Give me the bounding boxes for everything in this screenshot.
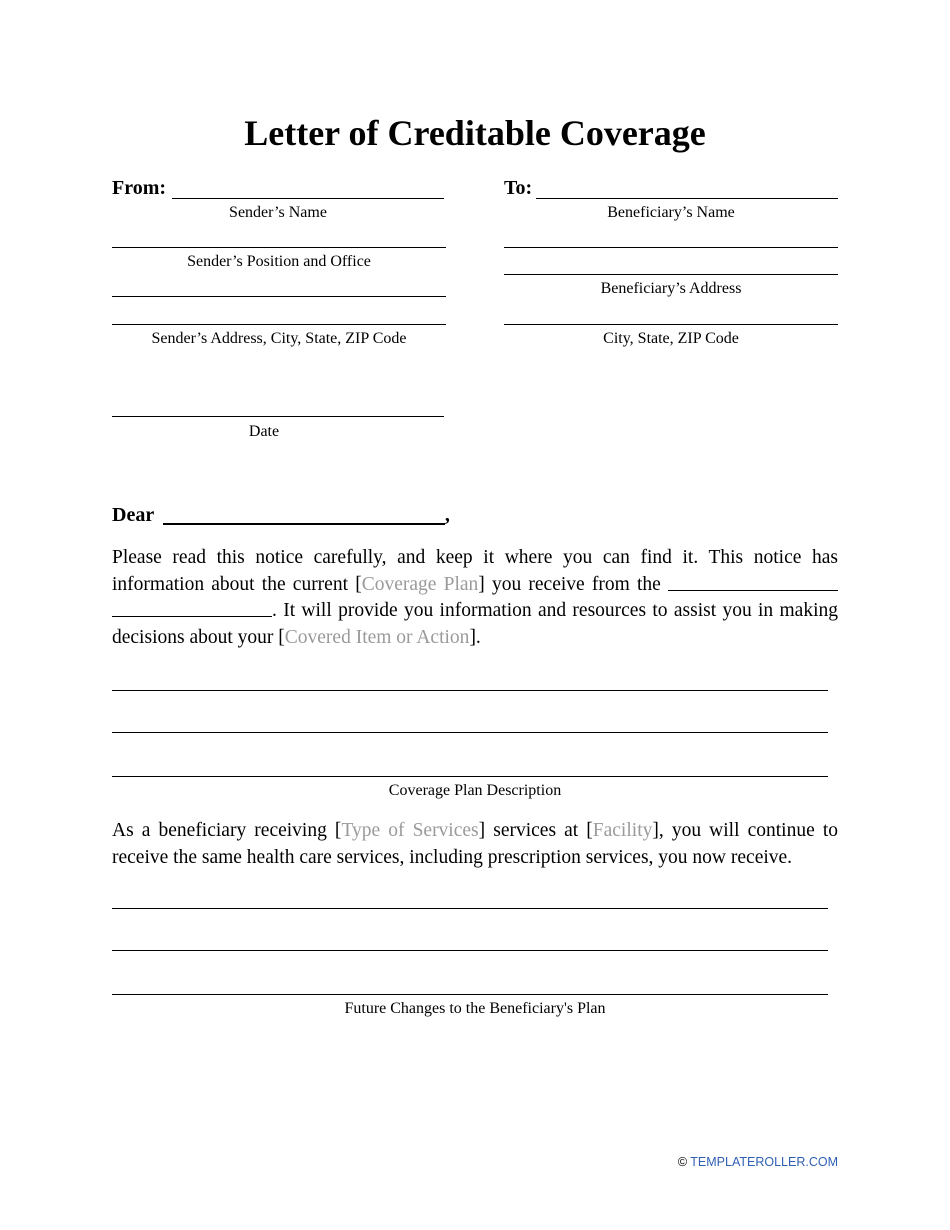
coverage-description-line-2[interactable]	[112, 732, 828, 733]
services-text-2: ] services at [	[478, 820, 593, 841]
salutation-comma: ,	[444, 504, 450, 526]
future-changes-line-3[interactable]	[112, 994, 828, 995]
beneficiary-city-line[interactable]	[504, 324, 838, 325]
to-label: To:	[504, 177, 533, 199]
services-text-3: ], you will continue to receive the same health care services, including prescription services, you now receive.	[112, 820, 838, 868]
facility-placeholder[interactable]: Facility	[592, 820, 653, 841]
beneficiary-name-line[interactable]	[536, 198, 838, 199]
date-caption: Date	[248, 423, 280, 440]
future-changes-line-1[interactable]	[112, 908, 828, 909]
notice-text-1: Please read this notice carefully, and keep it where you can find it. This notice has information about the current [	[112, 547, 838, 595]
beneficiary-address-line-1[interactable]	[504, 247, 838, 248]
sender-address-caption: Sender’s Address, City, State, ZIP Code	[151, 330, 407, 347]
salutation	[112, 504, 450, 527]
sender-position-caption: Sender’s Position and Office	[187, 253, 371, 270]
future-changes-line-2[interactable]	[112, 950, 828, 951]
services-text-1: As a beneficiary receiving [	[112, 820, 342, 841]
coverage-description-line-1[interactable]	[112, 690, 828, 691]
date-line[interactable]	[112, 416, 444, 417]
beneficiary-address-line-2[interactable]	[504, 274, 838, 275]
beneficiary-city-caption: City, State, ZIP Code	[603, 330, 739, 347]
copyright-symbol: ©	[677, 1155, 688, 1169]
sender-address-line-2[interactable]	[112, 324, 446, 325]
recipient-name-blank[interactable]	[163, 523, 445, 525]
notice-text-4: ].	[469, 626, 481, 648]
dear-text: Dear	[112, 504, 154, 526]
notice-text-2: ] you receive from the	[478, 573, 668, 595]
coverage-description-line-3[interactable]	[112, 776, 828, 777]
templateroller-link[interactable]: TEMPLATEROLLER.COM	[690, 1155, 838, 1169]
from-label: From:	[112, 177, 167, 199]
future-changes-caption: Future Changes to the Beneficiary's Plan	[344, 1000, 606, 1017]
notice-text-3: . It will provide you information and resources to assist you in making decisions about your [	[112, 600, 838, 648]
coverage-plan-description-caption: Coverage Plan Description	[388, 782, 562, 799]
coverage-plan-placeholder[interactable]: Coverage Plan	[361, 573, 479, 595]
beneficiary-name-caption: Beneficiary’s Name	[607, 204, 735, 221]
document-title: Letter of Creditable Coverage	[244, 113, 706, 153]
sender-name-line[interactable]	[172, 198, 444, 199]
sender-name-caption: Sender’s Name	[229, 204, 327, 221]
sender-position-line[interactable]	[112, 247, 446, 248]
provider-blank-2[interactable]	[112, 616, 272, 617]
services-paragraph	[112, 818, 838, 871]
notice-paragraph	[112, 545, 838, 651]
footer-credit	[678, 1155, 838, 1169]
sender-address-line-1[interactable]	[112, 296, 446, 297]
provider-blank-1[interactable]	[668, 590, 838, 591]
covered-item-placeholder[interactable]: Covered Item or Action	[284, 626, 470, 648]
beneficiary-address-caption: Beneficiary’s Address	[600, 280, 742, 297]
type-of-services-placeholder[interactable]: Type of Services	[341, 820, 479, 841]
